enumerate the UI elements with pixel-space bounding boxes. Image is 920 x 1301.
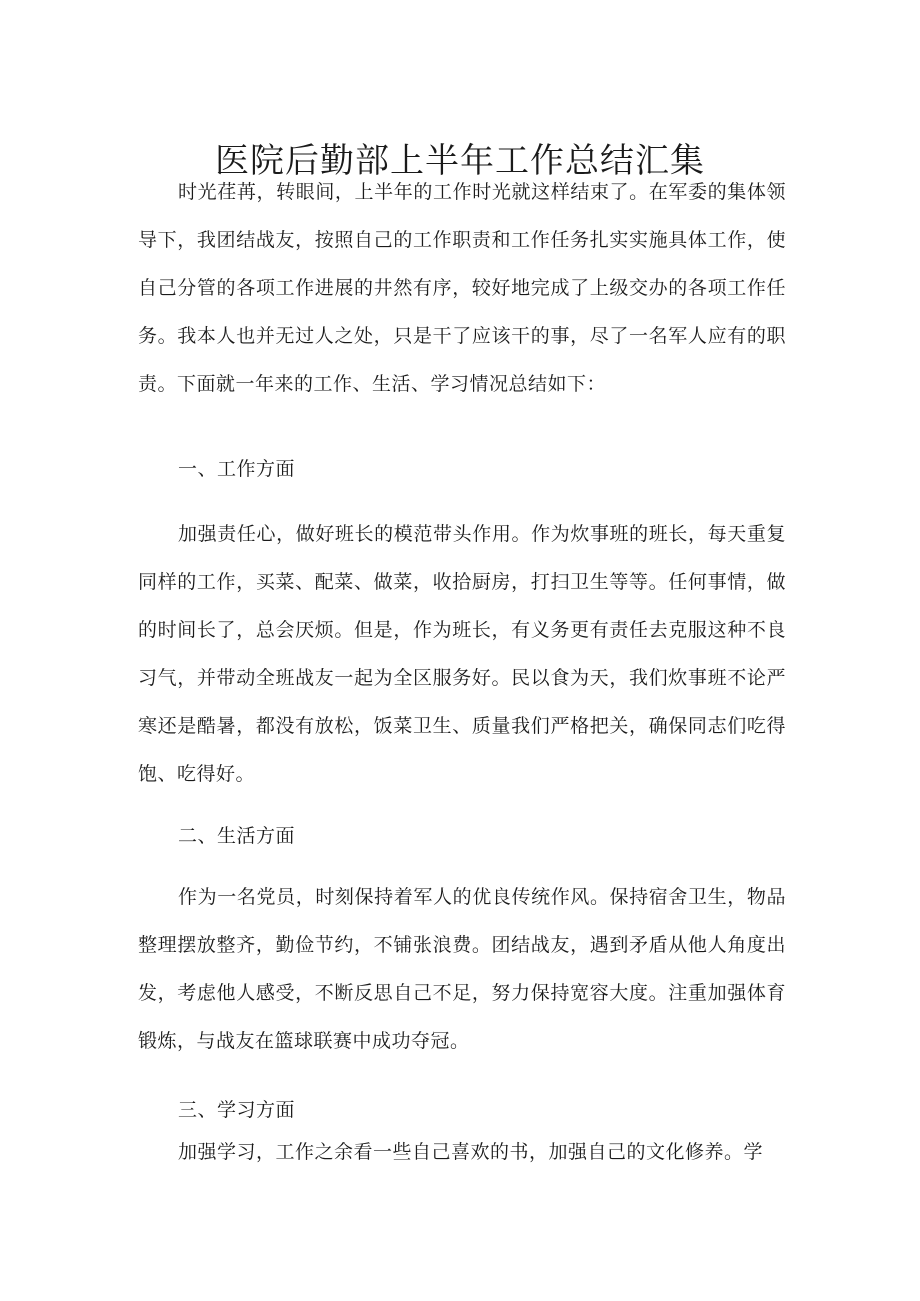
section-body-life: 作为一名党员，时刻保持着军人的优良传统作风。保持宿舍卫生，物品整理摆放整齐，勤俭节约，不铺张浪费。团结战友，遇到矛盾从他人角度出发，考虑他人感受，不断反思自己不足，努力保持宽容大度。注重加强体育锻炼，与战友在篮球联赛中成功夺冠。: [138, 886, 786, 1052]
intro-paragraph: 时光荏苒，转眼间，上半年的工作时光就这样结束了。在军委的集体领导下，我团结战友，按照自己的工作职责和工作任务扎实实施具体工作，使自己分管的各项工作进展的井然有序，较好地完成了上级交办的各项工作任务。我本人也并无过人之处，只是干了应该干的事，尽了一名军人应有的职责。下面就一年来的工作、生活、学习情况总结如下：: [138, 181, 786, 395]
section-body-work: 加强责任心，做好班长的模范带头作用。作为炊事班的班长，每天重复同样的工作，买菜、配菜、做菜，收拾厨房，打扫卫生等等。任何事情，做的时间长了，总会厌烦。但是，作为班长，有义务更有责任去克服这种不良习气，并带动全班战友一起为全区服务好。民以食为天，我们炊事班不论严寒还是酷暑，都没有放松，饭菜卫生、质量我们严格把关，确保同志们吃得饱、吃得好。: [138, 523, 786, 785]
document-title: 医院后勤部上半年工作总结汇集: [215, 141, 705, 181]
section-heading-work: 一、工作方面: [178, 458, 296, 480]
section-body-study: 加强学习，工作之余看一些自己喜欢的书，加强自己的文化修养。学: [178, 1141, 764, 1163]
section-heading-study: 三、学习方面: [178, 1099, 296, 1121]
section-heading-life: 二、生活方面: [178, 825, 296, 847]
